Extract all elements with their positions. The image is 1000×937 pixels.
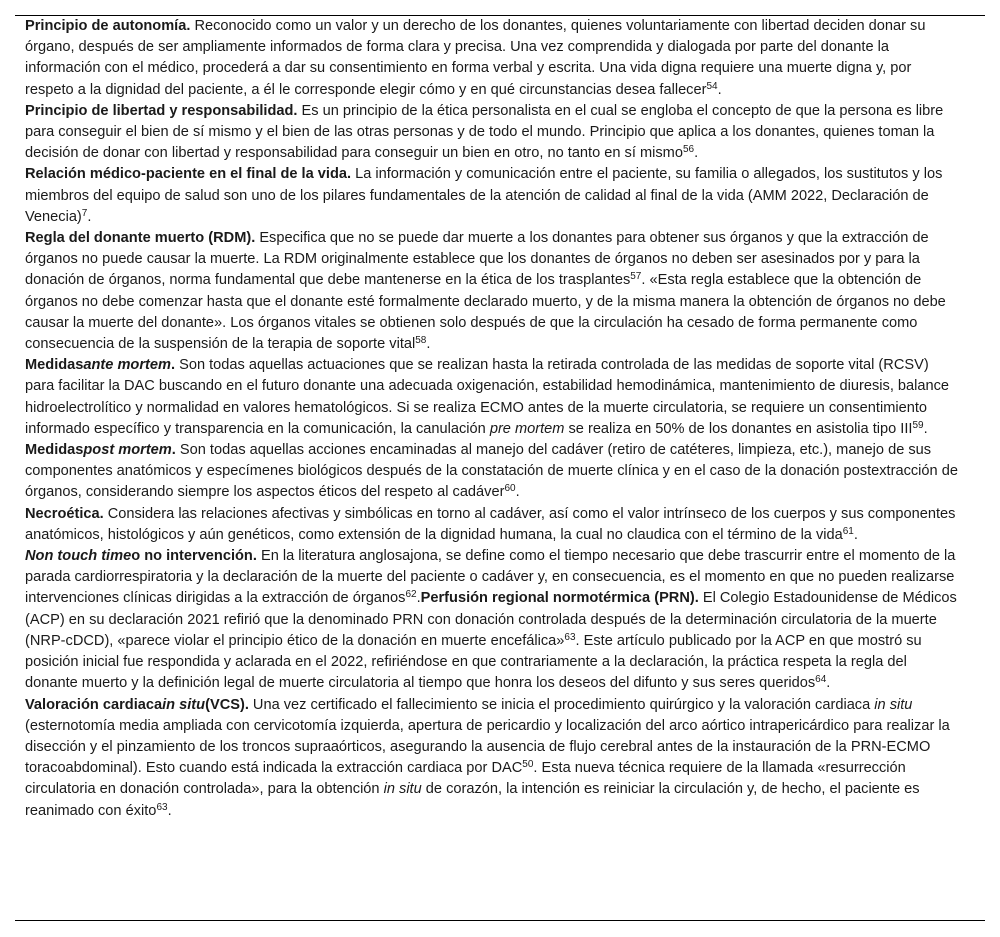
entry-necroetica [25, 504, 960, 546]
entry-valoracion-cardiaca [25, 695, 960, 822]
entry-term-perfusion: Perfusión regional normotérmica (PRN). [420, 590, 699, 607]
entry-term-italic: post mortem [83, 442, 172, 459]
entry-regla-donante-muerto [25, 228, 960, 355]
reference-number: 62 [405, 589, 417, 601]
entry-term: Regla del donante muerto (RDM). [25, 230, 256, 247]
reference-number: 59 [912, 419, 924, 431]
reference-number: 7 [81, 207, 88, 219]
entry-term-suffix: . [171, 442, 176, 459]
entry-term-italic: in situ [162, 696, 206, 713]
bottom-rule [15, 920, 985, 921]
entry-text: La información y comunicación entre el paciente, su familia o allegados, los sustitutos y los miembros del equipo de salud son uno de los pilares fundamentales de la atención de calidad al final de la vida (AMM 2022, Declaración de Venecia) [25, 166, 943, 225]
entry-term [25, 442, 176, 458]
entry-end: . [923, 420, 928, 437]
entry-term: Principio de libertad y responsabilidad. [25, 102, 298, 119]
entry-term-italic: Non touch time [25, 548, 132, 565]
entry-term: Necroética. [25, 505, 104, 522]
entry-text: En la literatura anglosajona, se define como el tiempo necesario que debe trascurrir entre el momento de la parada cardiorrespiratoria y la declaración de la muerte del paciente o cadáver y, en consecuencia, es el momento en que no pueden realizarse intervenciones clínicas dirigidas a la extracción de órganos [25, 548, 956, 607]
entry-term-italic: ante mortem [83, 357, 171, 374]
reference-number: 58 [415, 335, 427, 347]
entry-end: . [853, 526, 858, 543]
entry-end: . [87, 208, 92, 225]
entry-end: . [717, 81, 722, 98]
entry-text-continued: se realiza en 50% de los donantes en asistolia tipo III [564, 420, 913, 437]
entry-text: Especifica que no se puede dar muerte a los donantes para obtener sus órganos y que la extracción de órganos no puede causar la muerte. La RDM originalmente establece que los donantes de órganos no deben ser asesinados por y para la donación de órganos, norma fundamental que debe mantenerse en la ética de los trasplantes [25, 230, 929, 289]
entry-principio-libertad [25, 101, 960, 165]
reference-number: 60 [504, 483, 516, 495]
entry-end: . [515, 484, 520, 501]
entry-end: . [694, 145, 699, 162]
entry-text: Considera las relaciones afectivas y simbólicas en torno al cadáver, así como el valor intrínseco de los cuerpos y sus componentes anatómicos, histológicos y aún genéticos, como extensión de la dignidad humana, la cual no claudica con el término de la vida [25, 505, 956, 543]
entry-text: Una vez certificado el fallecimiento se inicia el procedimiento quirúrgico y la valoración cardiaca [248, 696, 875, 713]
entry-term-prefix: Medidas [25, 442, 84, 459]
reference-number: 63 [156, 801, 168, 813]
entry-term-prefix: Valoración cardiaca [25, 696, 163, 713]
entry-text-continued: de corazón, la intención es reiniciar la circulación y, de hecho, el paciente es reanimado con éxito [25, 781, 920, 819]
entry-end: . [426, 336, 431, 353]
entry-text: Reconocido como un valor y un derecho de los donantes, quienes voluntariamente con libertad deciden donar su órgano, después de ser ampliamente informados de forma clara y precisa. Una vez comprendida y dialogada por parte del donante la información con el médico, procederá a dar su consentimiento en forma verbal y escrita. Una vida digna requiere una muerte digna y, por respeto a la dignidad del paciente, a él le corresponde elegir cómo y en qué circunstancias desea fallecer [25, 18, 926, 98]
reference-number: 64 [815, 674, 827, 686]
entry-non-touch-time [25, 546, 960, 694]
entry-term [25, 357, 175, 373]
entry-principio-autonomia [25, 16, 960, 101]
entry-end: . [167, 802, 172, 819]
entry-italic-text: in situ [874, 696, 913, 713]
entry-term [25, 697, 249, 713]
entry-italic-text: pre mortem [489, 420, 565, 437]
reference-number: 57 [630, 271, 642, 283]
reference-number: 50 [522, 759, 534, 771]
entry-italic-text: in situ [383, 781, 422, 798]
entry-text: Es un principio de la ética personalista en el cual se engloba el concepto de que la persona es libre para conseguir el bien de sí mismo y el bien de las otras personas y de todo el mundo. Principio que aplica a los donantes, quienes toman la decisión de donar con libertad y responsabilidad para conseguir un bien en otro, no tanto en sí mismo [25, 102, 944, 162]
reference-number: 54 [706, 80, 718, 92]
entry-term-suffix: (VCS). [205, 696, 249, 713]
entry-text: Son todas aquellas acciones encaminadas al manejo del cadáver (retiro de catéteres, limpieza, etc.), manejo de sus componentes anatómicos y especímenes biológicos después de la constatación de muerte clínica y en el caso de la donación postextracción de órganos, considerando siempre los aspectos éticos del respeto al cadáver [25, 442, 958, 501]
entry-relacion-medico-paciente [25, 164, 960, 228]
reference-number: 56 [682, 144, 695, 156]
entry-medidas-post-mortem [25, 440, 960, 504]
entry-medidas-ante-mortem [25, 355, 960, 440]
entry-text-continued: El Colegio Estadounidense de Médicos (ACP) en su declaración 2021 refirió que la denominado PRN con donación controlada después de la determinación circulatoria de la muerte (NRP-cDCD), «parece violar el principio ético de la donación en muerte encefálica» [25, 590, 957, 649]
glossary-body [25, 16, 960, 822]
entry-term: Principio de autonomía. [25, 18, 191, 34]
entry-text-continued: . Esta nueva técnica requiere de la llamada «resurrección circulatoria en donación controlada», para la obtención [25, 760, 906, 798]
entry-end: . [416, 590, 421, 607]
entry-end: . [826, 675, 831, 692]
entry-text-continued: . Este artículo publicado por la ACP en que mostró su posición inicial fue respondida y aclarada en el 2022, refiriéndose en que contrariamente a la declaración, la práctica respeta la regla del donante muerto y la definición legal de muerte circulatoria al tiempo que honra los deseos del difunto y sus seres queridos [25, 632, 922, 692]
entry-term: Relación médico-paciente en el final de la vida. [25, 166, 352, 183]
entry-term-prefix: Medidas [25, 357, 84, 374]
reference-number: 61 [842, 525, 854, 537]
entry-text: Son todas aquellas actuaciones que se realizan hasta la retirada controlada de las medidas de soporte vital (RCSV) para facilitar la DAC buscando en el futuro donante una adecuada oxigenación, estabilidad hemodinámica, mantenimiento de diuresis, balance hidroelectrolítico y normalidad en valores hematológicos. Si se realiza ECMO antes de la muerte circulatoria, se requiere un consentimiento informado específico y transparencia en la comunicación, la canulación [25, 357, 950, 437]
entry-term-suffix: o no intervención. [131, 548, 257, 565]
entry-term-suffix: . [170, 357, 176, 374]
entry-text-continued: . «Esta regla establece que la obtención de órganos no debe comenzar hasta que el donante esté formalmente declarado muerto, y de la misma manera la obtención de órganos no debe causar la muerte del donante». Los órganos vitales se obtienen solo después de que la circulación ha cesado de forma permanente como consecuencia de la suspensión de la terapia de soporte vital [25, 272, 946, 353]
entry-text-continued: (esternotomía media ampliada con cervicotomía izquierda, apertura de pericardio y localización del arco aórtico intrapericárdico para realizar la disección y el pinzamiento de los troncos supraaórticos, asegurando la ausencia de flujo cerebral antes de la instauración de la PRN-ECMO toracoabdominal). Esto cuando está indicada la extracción cardiaca por DAC [25, 717, 950, 777]
entry-term [25, 548, 257, 564]
reference-number: 63 [564, 631, 576, 643]
